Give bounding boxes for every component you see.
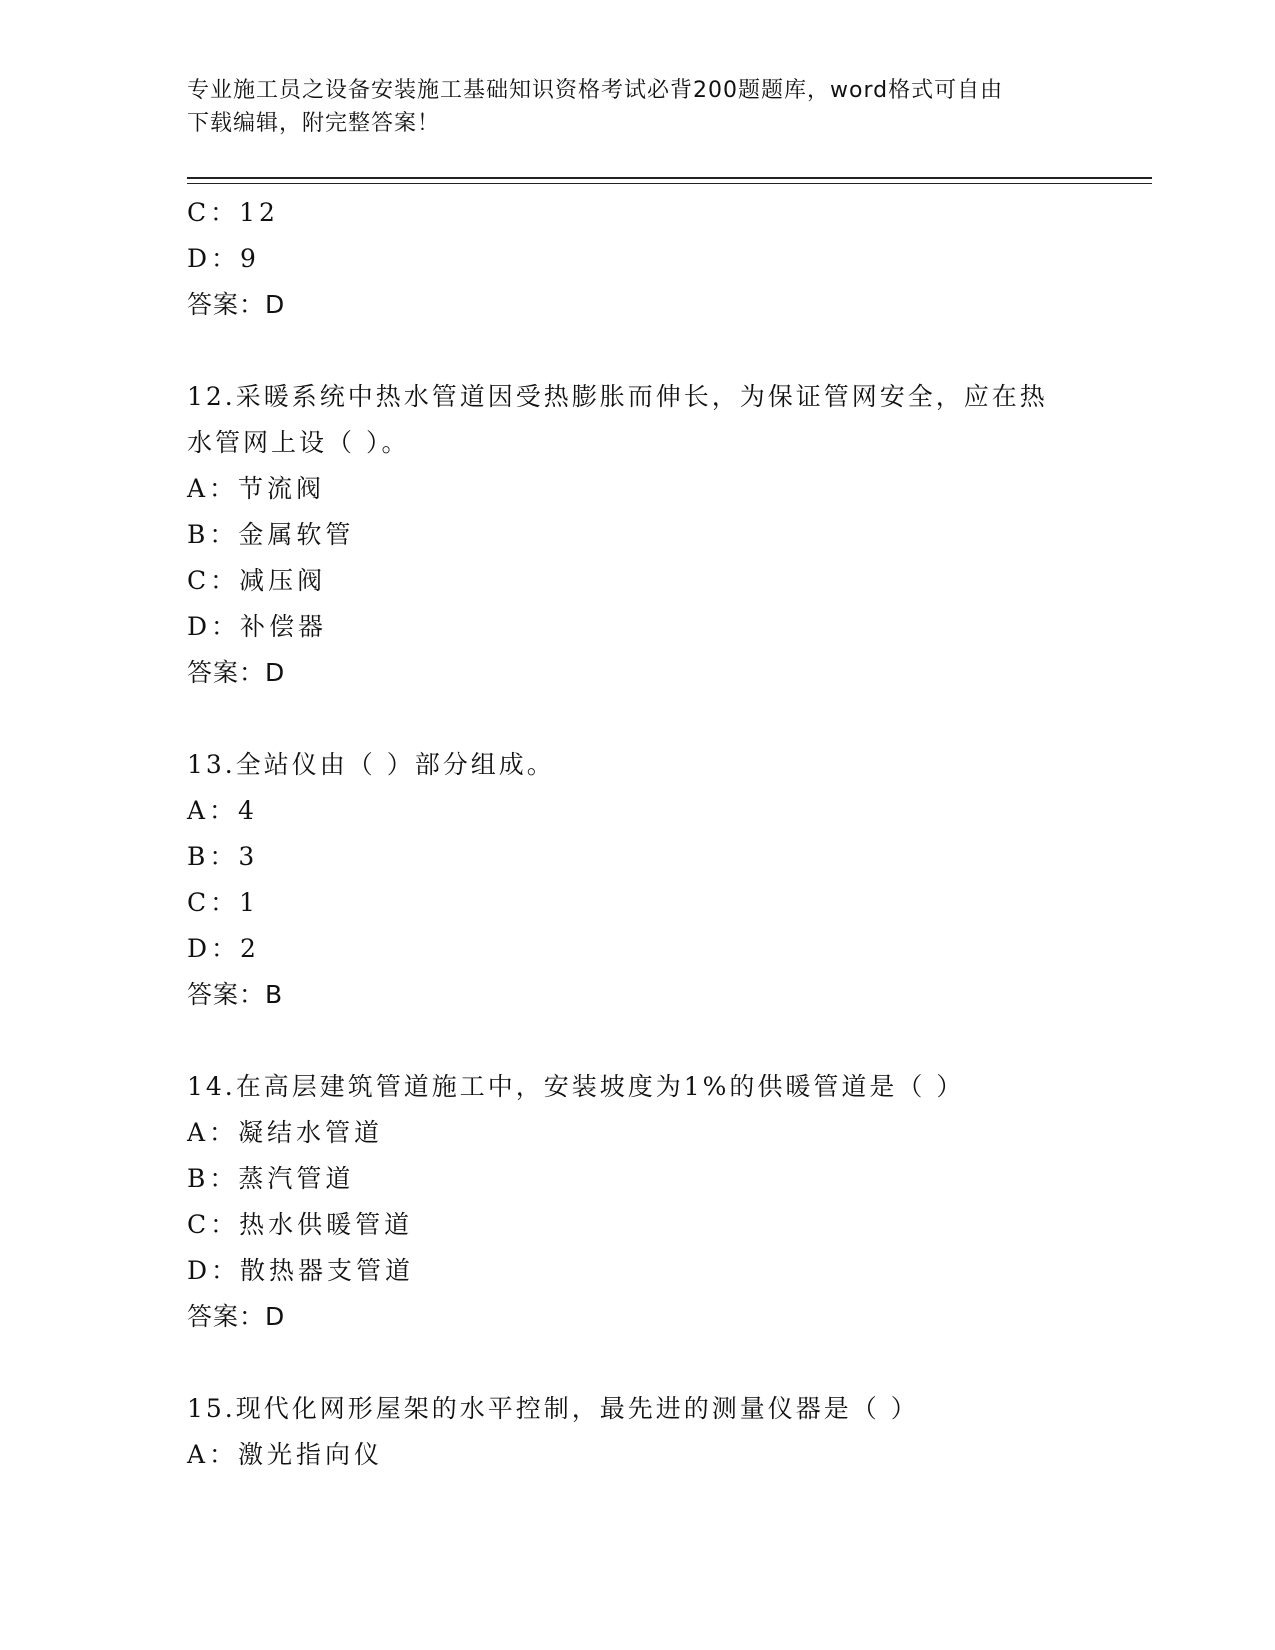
question-block-12 — [187, 374, 1087, 696]
answer-line: 答案：D — [187, 658, 286, 687]
option-a: A：4 — [187, 796, 258, 825]
option-b: B：蒸汽管道 — [187, 1164, 355, 1193]
question-stem-line: 13.全站仪由（ ）部分组成。 — [187, 750, 555, 779]
option-d: D：补偿器 — [187, 612, 328, 641]
option-b: B：金属软管 — [187, 520, 355, 549]
header-divider-thick — [187, 177, 1152, 179]
header-divider-thin — [187, 183, 1152, 184]
question-stem-line: 12.采暖系统中热水管道因受热膨胀而伸长，为保证管网安全，应在热 — [187, 382, 1048, 411]
option-d: D：2 — [187, 934, 260, 963]
answer-line: 答案：B — [187, 980, 284, 1009]
option-a: A：节流阀 — [187, 474, 326, 503]
question-block-carryover — [187, 190, 1087, 328]
question-stem-line: 15.现代化网形屋架的水平控制，最先进的测量仪器是（ ） — [187, 1394, 919, 1423]
answer-line: 答案：D — [187, 290, 286, 319]
question-list — [187, 190, 1087, 1478]
document-header — [187, 74, 1067, 140]
option-a: A：激光指向仪 — [187, 1440, 384, 1469]
option-c: C：12 — [187, 198, 279, 227]
option-c: C：1 — [187, 888, 260, 917]
header-line-1: 专业施工员之设备安装施工基础知识资格考试必背200题题库，word格式可自由 — [187, 78, 1004, 103]
option-c: C：减压阀 — [187, 566, 327, 595]
answer-line: 答案：D — [187, 1302, 286, 1331]
question-block-14 — [187, 1064, 1087, 1340]
question-stem-line: 14.在高层建筑管道施工中，安装坡度为1%的供暖管道是（ ） — [187, 1072, 965, 1101]
option-d: D：9 — [187, 244, 260, 273]
option-a: A：凝结水管道 — [187, 1118, 384, 1147]
option-c: C：热水供暖管道 — [187, 1210, 414, 1239]
option-d: D：散热器支管道 — [187, 1256, 415, 1285]
question-stem-line: 水管网上设（ ）。 — [187, 428, 410, 457]
question-block-15 — [187, 1386, 1087, 1478]
option-b: B：3 — [187, 842, 259, 871]
question-block-13 — [187, 742, 1087, 1018]
header-line-2: 下载编辑，附完整答案！ — [187, 111, 441, 136]
